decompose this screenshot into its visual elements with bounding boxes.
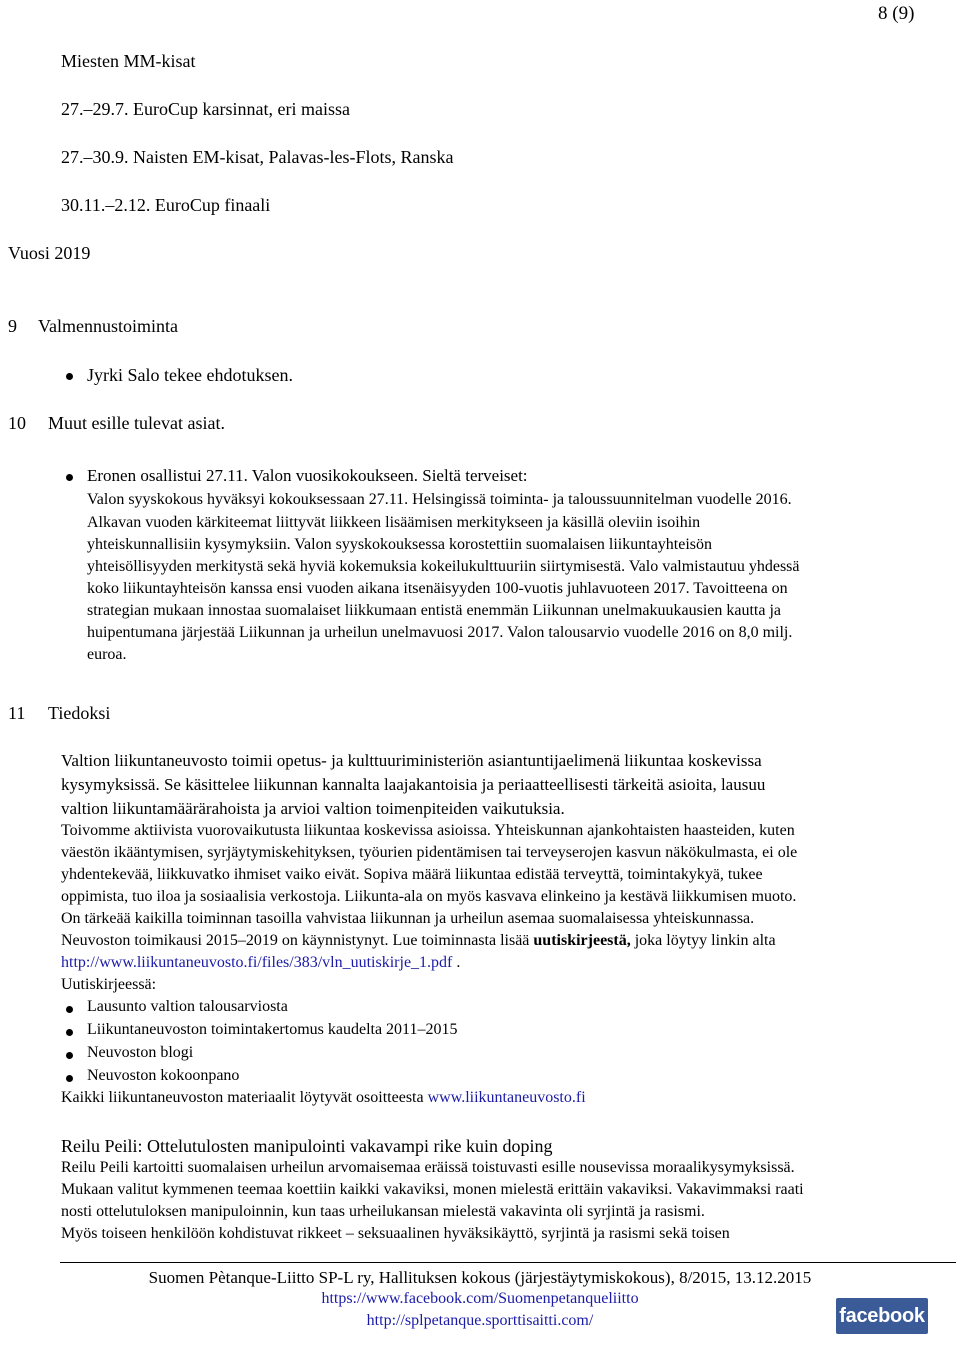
facebook-link[interactable]: https://www.facebook.com/Suomenpetanqueliitto — [321, 1290, 639, 1307]
section-title: Valmennustoiminta — [38, 316, 178, 336]
paragraph-line: Reilu Peili kartoitti suomalaisen urheilun arvomaisemaa eräissä toistuvasti esille nousevissa moraalikysymyksissä. — [61, 1159, 795, 1176]
bullet-icon — [66, 474, 73, 481]
paragraph-line: On tärkeää kaikilla toiminnan tasoilla vahvistaa liikunnan ja urheilun asemaa suomalaisessa yhteiskunnassa. — [61, 910, 755, 927]
list-item: 30.11.–2.12. EuroCup finaali — [61, 195, 271, 215]
paragraph-line: kysymyksissä. Se käsittelee liikunnan kannalta laajakantoisia ja periaatteellisesti tärkeitä asioita, lausuu — [61, 775, 766, 794]
paragraph-line: nosti ottelutuloksen manipuloinnin, kun taas urheilukansan mielestä vakavinta oli syrjintä ja rasismi. — [61, 1203, 705, 1220]
section10-line: euroa. — [87, 646, 127, 663]
newsletter-emphasis: uutiskirjeestä, — [533, 932, 631, 949]
list-item: Miesten MM-kisat — [61, 51, 196, 71]
term-text: Neuvoston toimikausi 2015–2019 on käynnistynyt. Lue toiminnasta lisää — [61, 932, 534, 949]
page-number: 8 (9) — [878, 3, 915, 24]
section10-line: Valon syyskokous hyväksyi kokouksessaan 27.11. Helsingissä toiminta- ja taloussuunnitelman vuodelle 2016. — [87, 491, 792, 508]
url-suffix: . — [452, 954, 461, 971]
footer-org-line: Suomen Pètanque-Liitto SP-L ry, Hallituksen kokous (järjestäytymiskokous), 8/2015, 13.12.2015 — [148, 1268, 812, 1287]
list-item: 27.–29.7. EuroCup karsinnat, eri maissa — [61, 99, 350, 119]
article-title: Reilu Peili: Ottelutulosten manipulointi vakavampi rike kuin doping — [61, 1136, 553, 1156]
paragraph-line: yhdentekevää, liikkuvatko ihmiset vaiko eivät. Sopiva määrä liikuntaa edistää terveyttä, toimintakykyä, tukee — [61, 866, 763, 883]
list-item: Jyrki Salo tekee ehdotuksen. — [87, 365, 293, 385]
list-item: Neuvoston blogi — [87, 1044, 194, 1061]
list-item: Liikuntaneuvoston toimintakertomus kaudelta 2011–2015 — [87, 1021, 458, 1038]
paragraph-line: Valtion liikuntaneuvosto toimii opetus- ja kulttuuriministeriön asiantuntijaelimenä liikuntaa koskevissa — [61, 751, 762, 770]
list-item: Neuvoston kokoonpano — [87, 1067, 240, 1084]
bullet-icon — [66, 1006, 73, 1013]
paragraph-line: valtion liikuntamäärärahoista ja arvioi valtion toimenpiteiden vaikutuksia. — [61, 799, 565, 818]
term-text-tail: joka löytyy linkin alta — [630, 932, 776, 949]
section10-line: strategian mukaan innostaa suomalaiset liikkumaan entistä enemmän Liikunnan unelmakuukausien kautta ja — [87, 602, 782, 619]
materials-line — [61, 1089, 586, 1107]
year-heading: Vuosi 2019 — [8, 243, 91, 263]
section-number: 10 — [8, 413, 26, 433]
footer-divider — [60, 1262, 956, 1263]
list-item: Lausunto valtion talousarviosta — [87, 998, 288, 1015]
paragraph-line: oppimista, tuo iloa ja sosiaalisia verkostoja. Liikunta-ala on myös kasvava elinkeino ja kestävä liikkumisen muoto. — [61, 888, 797, 905]
section10-line: yhteisöllisyyden merkitystä sekä hyviä kokemuksia kokeilukulttuuriin siirtymisestä. Valo valmistautuu yhdessä — [87, 558, 800, 575]
newsletter-link-line — [61, 954, 460, 972]
paragraph-line: Toivomme aktiivista vuorovaikutusta liikuntaa koskevissa asioissa. Yhteiskunnan ajankohtaisten haasteiden, kuten — [61, 822, 795, 839]
section10-line: yhteiskunnallisiin kysymyksiin. Valon syyskokouksessa korostettiin suomalaisen liikuntayhteisön — [87, 536, 713, 553]
section-number: 9 — [8, 316, 17, 336]
section10-line: Eronen osallistui 27.11. Valon vuosikokoukseen. Sieltä terveiset: — [87, 466, 528, 485]
footer-site-line — [0, 1312, 960, 1330]
section10-line: Alkavan vuoden kärkiteemat liittyvät liikkeen lisäämisen merkitykseen ja käsillä oleviin isoihin — [87, 514, 701, 531]
materials-link[interactable]: www.liikuntaneuvosto.fi — [427, 1089, 586, 1106]
paragraph-line: Myös toiseen henkilöön kohdistuvat rikkeet – seksuaalinen hyväksikäyttö, syrjintä ja rasismi sekä toisen — [61, 1225, 730, 1242]
section10-line: huipentumana järjestää Liikunnan ja urheilun unelmavuosi 2017. Valon talousarvio vuodelle 2016 on 8,0 milj. — [87, 624, 793, 641]
bullet-icon — [66, 1029, 73, 1036]
paragraph-line: Mukaan valitut kymmenen teemaa koettiin kaikki vakaviksi, monen mielestä erittäin vakaviksi. Vakavimmaksi raati — [61, 1181, 804, 1198]
newsletter-label: Uutiskirjeessä: — [61, 976, 157, 993]
bullet-icon — [66, 1052, 73, 1059]
paragraph-line: väestön ikääntymisen, syrjäytymiskehityksen, työurien pidentämisen tai terveyserojen kasvun näkökulmasta, ei ole — [61, 844, 798, 861]
newsletter-link[interactable]: http://www.liikuntaneuvosto.fi/files/383/vln_uutiskirje_1.pdf — [61, 954, 453, 971]
list-item: 27.–30.9. Naisten EM-kisat, Palavas-les-Flots, Ranska — [61, 147, 454, 167]
materials-text: Kaikki liikuntaneuvoston materiaalit löytyvät osoitteesta — [61, 1089, 428, 1106]
section-title: Muut esille tulevat asiat. — [48, 413, 225, 433]
bullet-icon — [66, 373, 73, 380]
section-title: Tiedoksi — [48, 703, 111, 723]
term-line — [61, 932, 776, 950]
facebook-logo[interactable]: facebook — [836, 1298, 928, 1334]
bullet-icon — [66, 1075, 73, 1082]
section10-line: koko liikuntayhteisön kanssa ensi vuoden aikana itsenäisyyden 100-vuotis juhlavuoteen 2017. Tavoitteena on — [87, 580, 788, 597]
site-link[interactable]: http://splpetanque.sporttisaitti.com/ — [366, 1312, 594, 1329]
footer-facebook-line — [0, 1290, 960, 1308]
section-number: 11 — [8, 703, 26, 723]
